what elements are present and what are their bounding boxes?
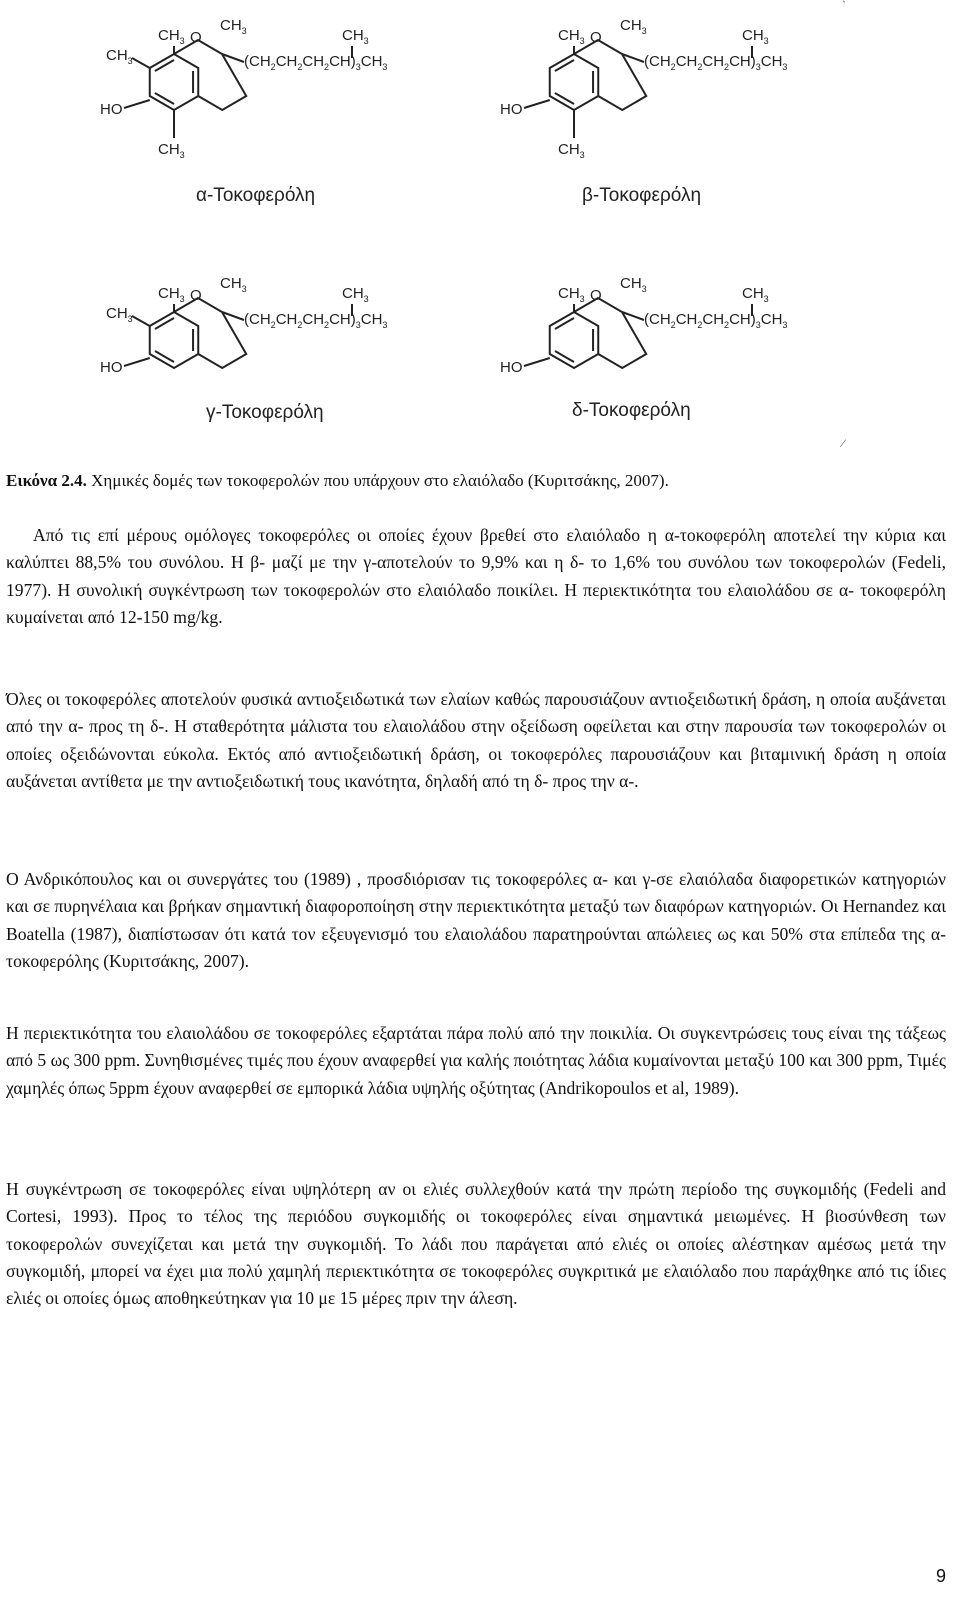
side-chain-label: $(CH_2CH_2CH_2CH)_3CH_3$ — [644, 311, 788, 330]
ring-methyl-label: $CH_3$ — [106, 47, 133, 66]
beta-tocopherol-label: β-Τοκοφερόλη — [582, 185, 702, 206]
hydroxyl-bond — [524, 358, 550, 366]
ring-methyl-label: $CH_3$ — [558, 285, 585, 304]
side-chain-label: $(CH_2CH_2CH_2CH)_3CH_3$ — [244, 53, 388, 72]
gamma-tocopherol-label: γ-Τοκοφερόλη — [206, 402, 324, 423]
c2-methyl-label: $CH_3$ — [620, 275, 647, 294]
page-number: 9 — [935, 1566, 946, 1586]
oxygen-label: O — [190, 29, 202, 46]
alpha-tocopherol-structure — [96, 14, 436, 164]
double-bond — [155, 93, 174, 104]
benzene-ring — [150, 312, 198, 368]
caption-label: Εικόνα 2.4. — [6, 471, 87, 490]
hydroxyl-bond — [124, 358, 150, 366]
gamma-tocopherol-structure — [96, 272, 436, 392]
oxygen-label: O — [590, 29, 602, 46]
figure-caption — [6, 470, 946, 492]
benzene-ring — [150, 54, 198, 110]
paragraph: Από τις επί μέρους ομόλογες τοκοφερόλες οι οποίες έχουν βρεθεί στο ελαιόλαδο η α-τοκοφερόλη αποτελεί την κύρια και καλύπτει 88,5% του συνόλου. Η β- μαζί με την γ-αποτελούν το 9,9% και η δ- το 1,6% του συνόλου των τοκοφερολών (Fedeli, 1977). Η συνολική συγκέντρωση των τοκοφερολών στο ελαιόλαδο ποικίλει. Η περιεκτικότητα του ελαιολάδου σε α- τοκοφερόλη κυμαίνεται από 12-150 mg/kg. — [6, 525, 946, 627]
delta-tocopherol-structure — [496, 272, 836, 392]
paragraph: Όλες οι τοκοφερόλες αποτελούν φυσικά αντιοξειδωτικά των ελαίων καθώς παρουσιάζουν αντιοξειδωτική δράση, η οποία αυξάνεται από την α- προς τη δ-. Η σταθερότητα μάλιστα του ελαιολάδου στην οξείδωση οφείλεται και στην παρουσία των τοκοφερολών οι οποίες οξειδώνονται εύκολα. Εκτός από αντιοξειδωτική δράση, οι τοκοφερόλες παρουσιάζουν και βιταμινική δράση η οποία αυξάνεται αντίθετα με την αντιοξειδωτική τους ικανότητα, δηλαδή από τη δ- προς την α-. — [6, 689, 946, 791]
double-bond — [155, 318, 174, 329]
pyran-ring — [174, 298, 246, 368]
double-bond — [555, 318, 574, 329]
pyran-ring — [574, 40, 646, 110]
ring-methyl-label: $CH_3$ — [106, 305, 133, 324]
double-bond — [555, 93, 574, 104]
branch-methyl-label: $CH_3$ — [342, 285, 369, 304]
branch-methyl-label: $CH_3$ — [342, 27, 369, 46]
alpha-tocopherol-label: α-Τοκοφερόλη — [196, 185, 316, 206]
methyl-bond — [132, 316, 150, 326]
side-chain-label: $(CH_2CH_2CH_2CH)_3CH_3$ — [644, 53, 788, 72]
hydroxyl-label: HO — [500, 101, 523, 118]
oxygen-label: O — [190, 287, 202, 304]
ring-methyl-label: $CH_3$ — [558, 141, 585, 160]
c2-methyl-label: $CH_3$ — [220, 17, 247, 36]
ring-methyl-label: $CH_3$ — [158, 141, 185, 160]
pyran-ring — [574, 298, 646, 368]
benzene-ring — [550, 54, 598, 110]
c2-methyl-label: $CH_3$ — [220, 275, 247, 294]
ring-methyl-label: $CH_3$ — [158, 285, 185, 304]
double-bond — [555, 60, 574, 71]
oxygen-label: O — [590, 287, 602, 304]
paragraph: Ο Ανδρικόπουλος και οι συνεργάτες του (1989) , προσδιόρισαν τις τοκοφερόλες α- και γ-σε ελαιόλαδα διαφορετικών κατηγοριών και σε πυρηνέλαια και βρήκαν σημαντική διαφοροποίηση στην περιεκτικότητα μεταξύ των διαφόρων κατηγοριών. Οι Hernandez και Boatella (1987), διαπίστωσαν ότι κατά τον εξευγενισμό του ελαιολάδου παρατηρούνται απώλειες ως και 50% στα επίπεδα της α- τοκοφερόλης (Κυριτσάκης, 2007). — [6, 869, 946, 971]
hydroxyl-bond — [524, 100, 550, 108]
hydroxyl-bond — [124, 100, 150, 108]
scan-mark: ` — [842, 0, 846, 12]
double-bond — [555, 351, 574, 362]
side-chain-label: $(CH_2CH_2CH_2CH)_3CH_3$ — [244, 311, 388, 330]
double-bond — [155, 351, 174, 362]
branch-methyl-label: $CH_3$ — [742, 27, 769, 46]
benzene-ring — [550, 312, 598, 368]
pyran-ring — [174, 40, 246, 110]
ring-methyl-label: $CH_3$ — [558, 27, 585, 46]
hydroxyl-label: HO — [500, 359, 523, 376]
hydroxyl-label: HO — [100, 359, 123, 376]
methyl-bond — [132, 58, 150, 68]
double-bond — [155, 60, 174, 71]
beta-tocopherol-structure — [496, 14, 836, 164]
scan-mark: ⁄ — [842, 436, 845, 450]
tocopherol-structures-figure — [0, 0, 960, 450]
ring-methyl-label: $CH_3$ — [158, 27, 185, 46]
caption-text: Χημικές δομές των τοκοφερολών που υπάρχουν στο ελαιόλαδο (Κυριτσάκης, 2007). — [91, 471, 669, 490]
c2-methyl-label: $CH_3$ — [620, 17, 647, 36]
branch-methyl-label: $CH_3$ — [742, 285, 769, 304]
paragraph: Η συγκέντρωση σε τοκοφερόλες είναι υψηλότερη αν οι ελιές συλλεχθούν κατά την πρώτη περίοδο της συγκομιδής (Fedeli and Cortesi, 1993). Προς το τέλος της περιόδου συγκομιδής οι τοκοφερόλες είναι σημαντικά μειωμένες. Η βιοσύνθεση των τοκοφερολών συνεχίζεται και μετά την συγκομιδή. Το λάδι που παράγεται από ελιές οι οποίες αλέστηκαν αμέσως μετά την συγκομιδή, μπορεί να έχει μια πολύ χαμηλή περιεκτικότητα σε τοκοφερόλες συγκριτικά με ελαιόλαδο που παράχθηκε από τις ίδιες ελιές οι οποίες όμως αποθηκεύτηκαν για 10 με 15 μέρες πριν την άλεση. — [6, 1179, 946, 1309]
hydroxyl-label: HO — [100, 101, 123, 118]
delta-tocopherol-label: δ-Τοκοφερόλη — [572, 400, 691, 421]
paragraph: Η περιεκτικότητα του ελαιολάδου σε τοκοφερόλες εξαρτάται πάρα πολύ από την ποικιλία. Οι συγκεντρώσεις τους είναι της τάξεως από 5 ως 300 ppm. Συνηθισμένες τιμές που έχουν αναφερθεί για καλής ποιότητας λάδια κυμαίνονται μεταξύ 100 και 300 ppm, Τιμές χαμηλές όπως 5ppm έχουν αναφερθεί σε εμπορικά λάδια υψηλής οξύτητας (Andrikopoulos et al, 1989). — [6, 1023, 946, 1098]
